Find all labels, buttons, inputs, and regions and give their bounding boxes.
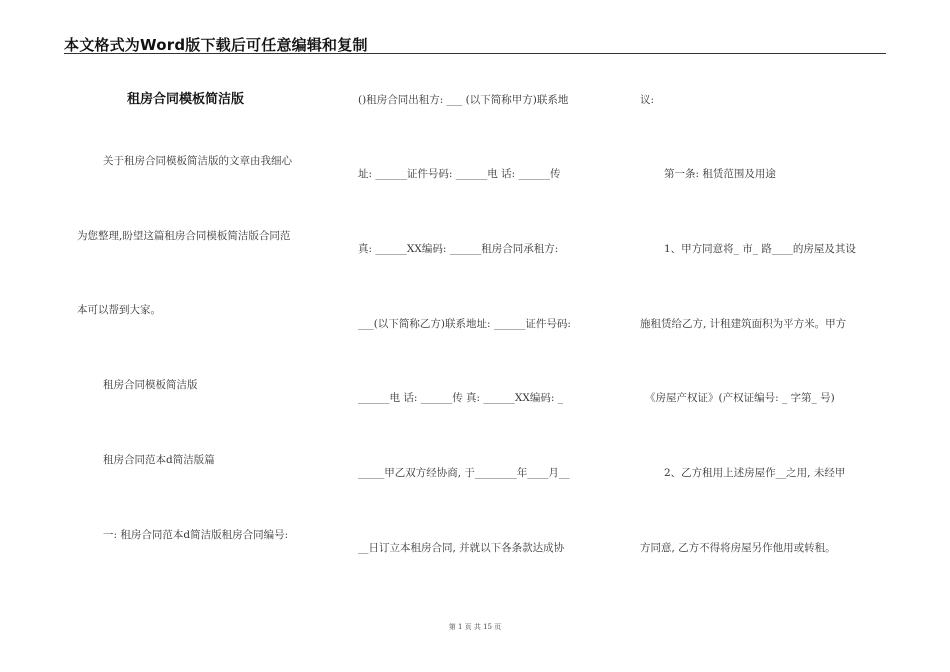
contract-line: 施租赁给乙方, 计租建筑面积为平方米。甲方 (640, 318, 847, 330)
download-banner: 本文格式为Word版下载后可任意编辑和复制 (64, 36, 368, 54)
section-heading: 租房合同模板简洁版 (103, 379, 198, 391)
contract-line: ()租房合同出租方: ___ (以下简称甲方)联系地 (358, 94, 569, 106)
contract-line: __日订立本租房合同, 并就以下各条款达成协 (358, 542, 565, 554)
document-title: 租房合同模板简洁版 (127, 92, 245, 107)
contract-line: 1、甲方同意将_ 市_ 路____的房屋及其设 (664, 243, 856, 255)
paragraph-line: 本可以帮到大家。 (77, 304, 161, 316)
contract-line: ______电 话: ______传 真: ______XX编码: _ (358, 392, 564, 404)
header-divider (64, 53, 886, 54)
contract-line: 方同意, 乙方不得将房屋另作他用或转租。 (640, 542, 836, 554)
paragraph-line: 关于租房合同模板简洁版的文章由我细心 (103, 155, 292, 167)
contract-line: 2、乙方租用上述房屋作__之用, 未经甲 (664, 467, 846, 479)
paragraph-line: 为您整理,盼望这篇租房合同模板简洁版合同范 (77, 230, 291, 242)
section-heading: 租房合同范本d简洁版篇 (103, 454, 215, 466)
contract-line: _____甲乙双方经协商, 于________年____月__ (358, 467, 570, 479)
contract-line: ___(以下简称乙方)联系地址: ______证件号码: (358, 318, 571, 330)
clause-heading: 第一条: 租赁范围及用途 (664, 168, 776, 180)
contract-line: 《房屋产权证》(产权证编号: _ 字第_ 号) (645, 392, 835, 404)
contract-line: 址: ______证件号码: ______电 话: ______传 (358, 168, 561, 180)
page-number: 第 1 页 共 15 页 (448, 623, 502, 631)
paragraph-line: 一: 租房合同范本d简洁版租房合同编号: (103, 529, 289, 541)
contract-line: 议: (640, 94, 655, 106)
contract-line: 真: ______XX编码: ______租房合同承租方: (358, 243, 559, 255)
